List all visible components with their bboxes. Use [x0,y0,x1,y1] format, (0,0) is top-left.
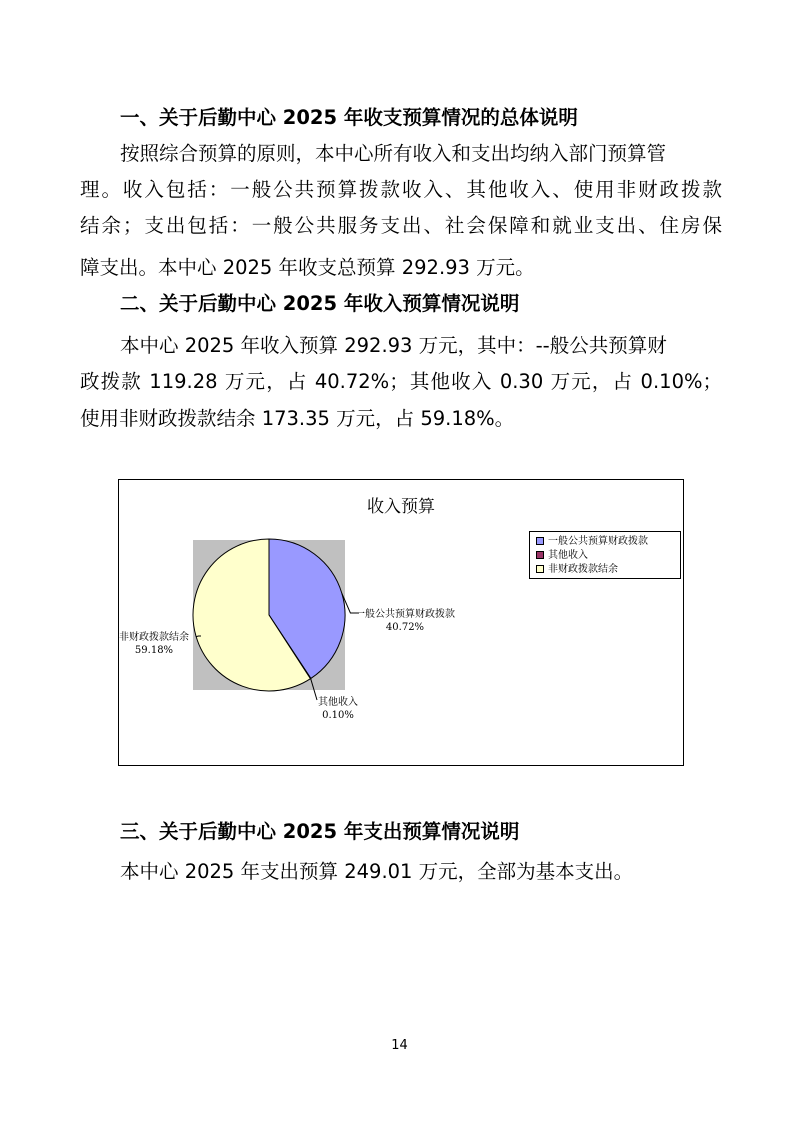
legend-item-general-budget [536,535,648,548]
legend-label-general-budget: 一般公共预算财政拨款 [548,536,648,547]
section-1-heading: 一、关于后勤中心 2025 年收支预算情况的总体说明 [120,106,578,129]
s3-line-1: 本中心 2025 年支出预算 249.01 万元，全部为基本支出。 [120,860,634,883]
legend-item-other-income [536,549,588,562]
data-label-non-fiscal-balance [119,631,189,657]
legend-swatch-other-income [536,551,544,559]
s2-line-3: 使用非财政拨款结余 173.35 万元，占 59.18%。 [80,407,515,430]
s1-line-4: 障支出。本中心 2025 年收支总预算 292.93 万元。 [80,256,535,279]
chart-title: 收入预算 [367,497,435,517]
legend-label-non-fiscal-balance: 非财政拨款结余 [548,564,618,575]
page-number: 14 [391,1038,408,1053]
s1-line-1: 按照综合预算的原则，本中心所有收入和支出均纳入部门预算管 [120,142,667,165]
legend-label-other-income: 其他收入 [548,550,588,561]
s2-line-2: 政拨款 119.28 万元，占 40.72%；其他收入 0.30 万元，占 0.10%； [80,370,722,393]
data-label-general-budget-name: 一般公共预算财政拨款 [355,609,455,620]
legend-swatch-general-budget [536,537,544,545]
data-label-non-fiscal-balance-value: 59.18% [134,645,174,656]
s2-line-1: 本中心 2025 年收入预算 292.93 万元，其中：--般公共预算财 [120,334,667,357]
income-budget-chart [118,479,684,766]
data-label-general-budget [355,608,455,634]
s1-line-2: 理。收入包括：一般公共预算拨款收入、其他收入、使用非财政拨款 [80,178,722,201]
section-3-heading: 三、关于后勤中心 2025 年支出预算情况说明 [120,820,520,843]
data-label-other-income-value: 0.10% [322,710,354,721]
data-label-other-income [318,696,358,722]
data-label-other-income-name: 其他收入 [318,697,358,708]
section-2-heading: 二、关于后勤中心 2025 年收入预算情况说明 [120,292,520,315]
legend-item-non-fiscal-balance [536,563,618,576]
leader-line-other-income [311,679,317,700]
data-label-general-budget-value: 40.72% [385,622,425,633]
chart-legend [529,531,681,579]
data-label-non-fiscal-balance-name: 非财政拨款结余 [119,632,189,643]
s1-line-3: 结余；支出包括：一般公共服务支出、社会保障和就业支出、住房保 [80,214,722,237]
legend-swatch-non-fiscal-balance [536,565,544,573]
